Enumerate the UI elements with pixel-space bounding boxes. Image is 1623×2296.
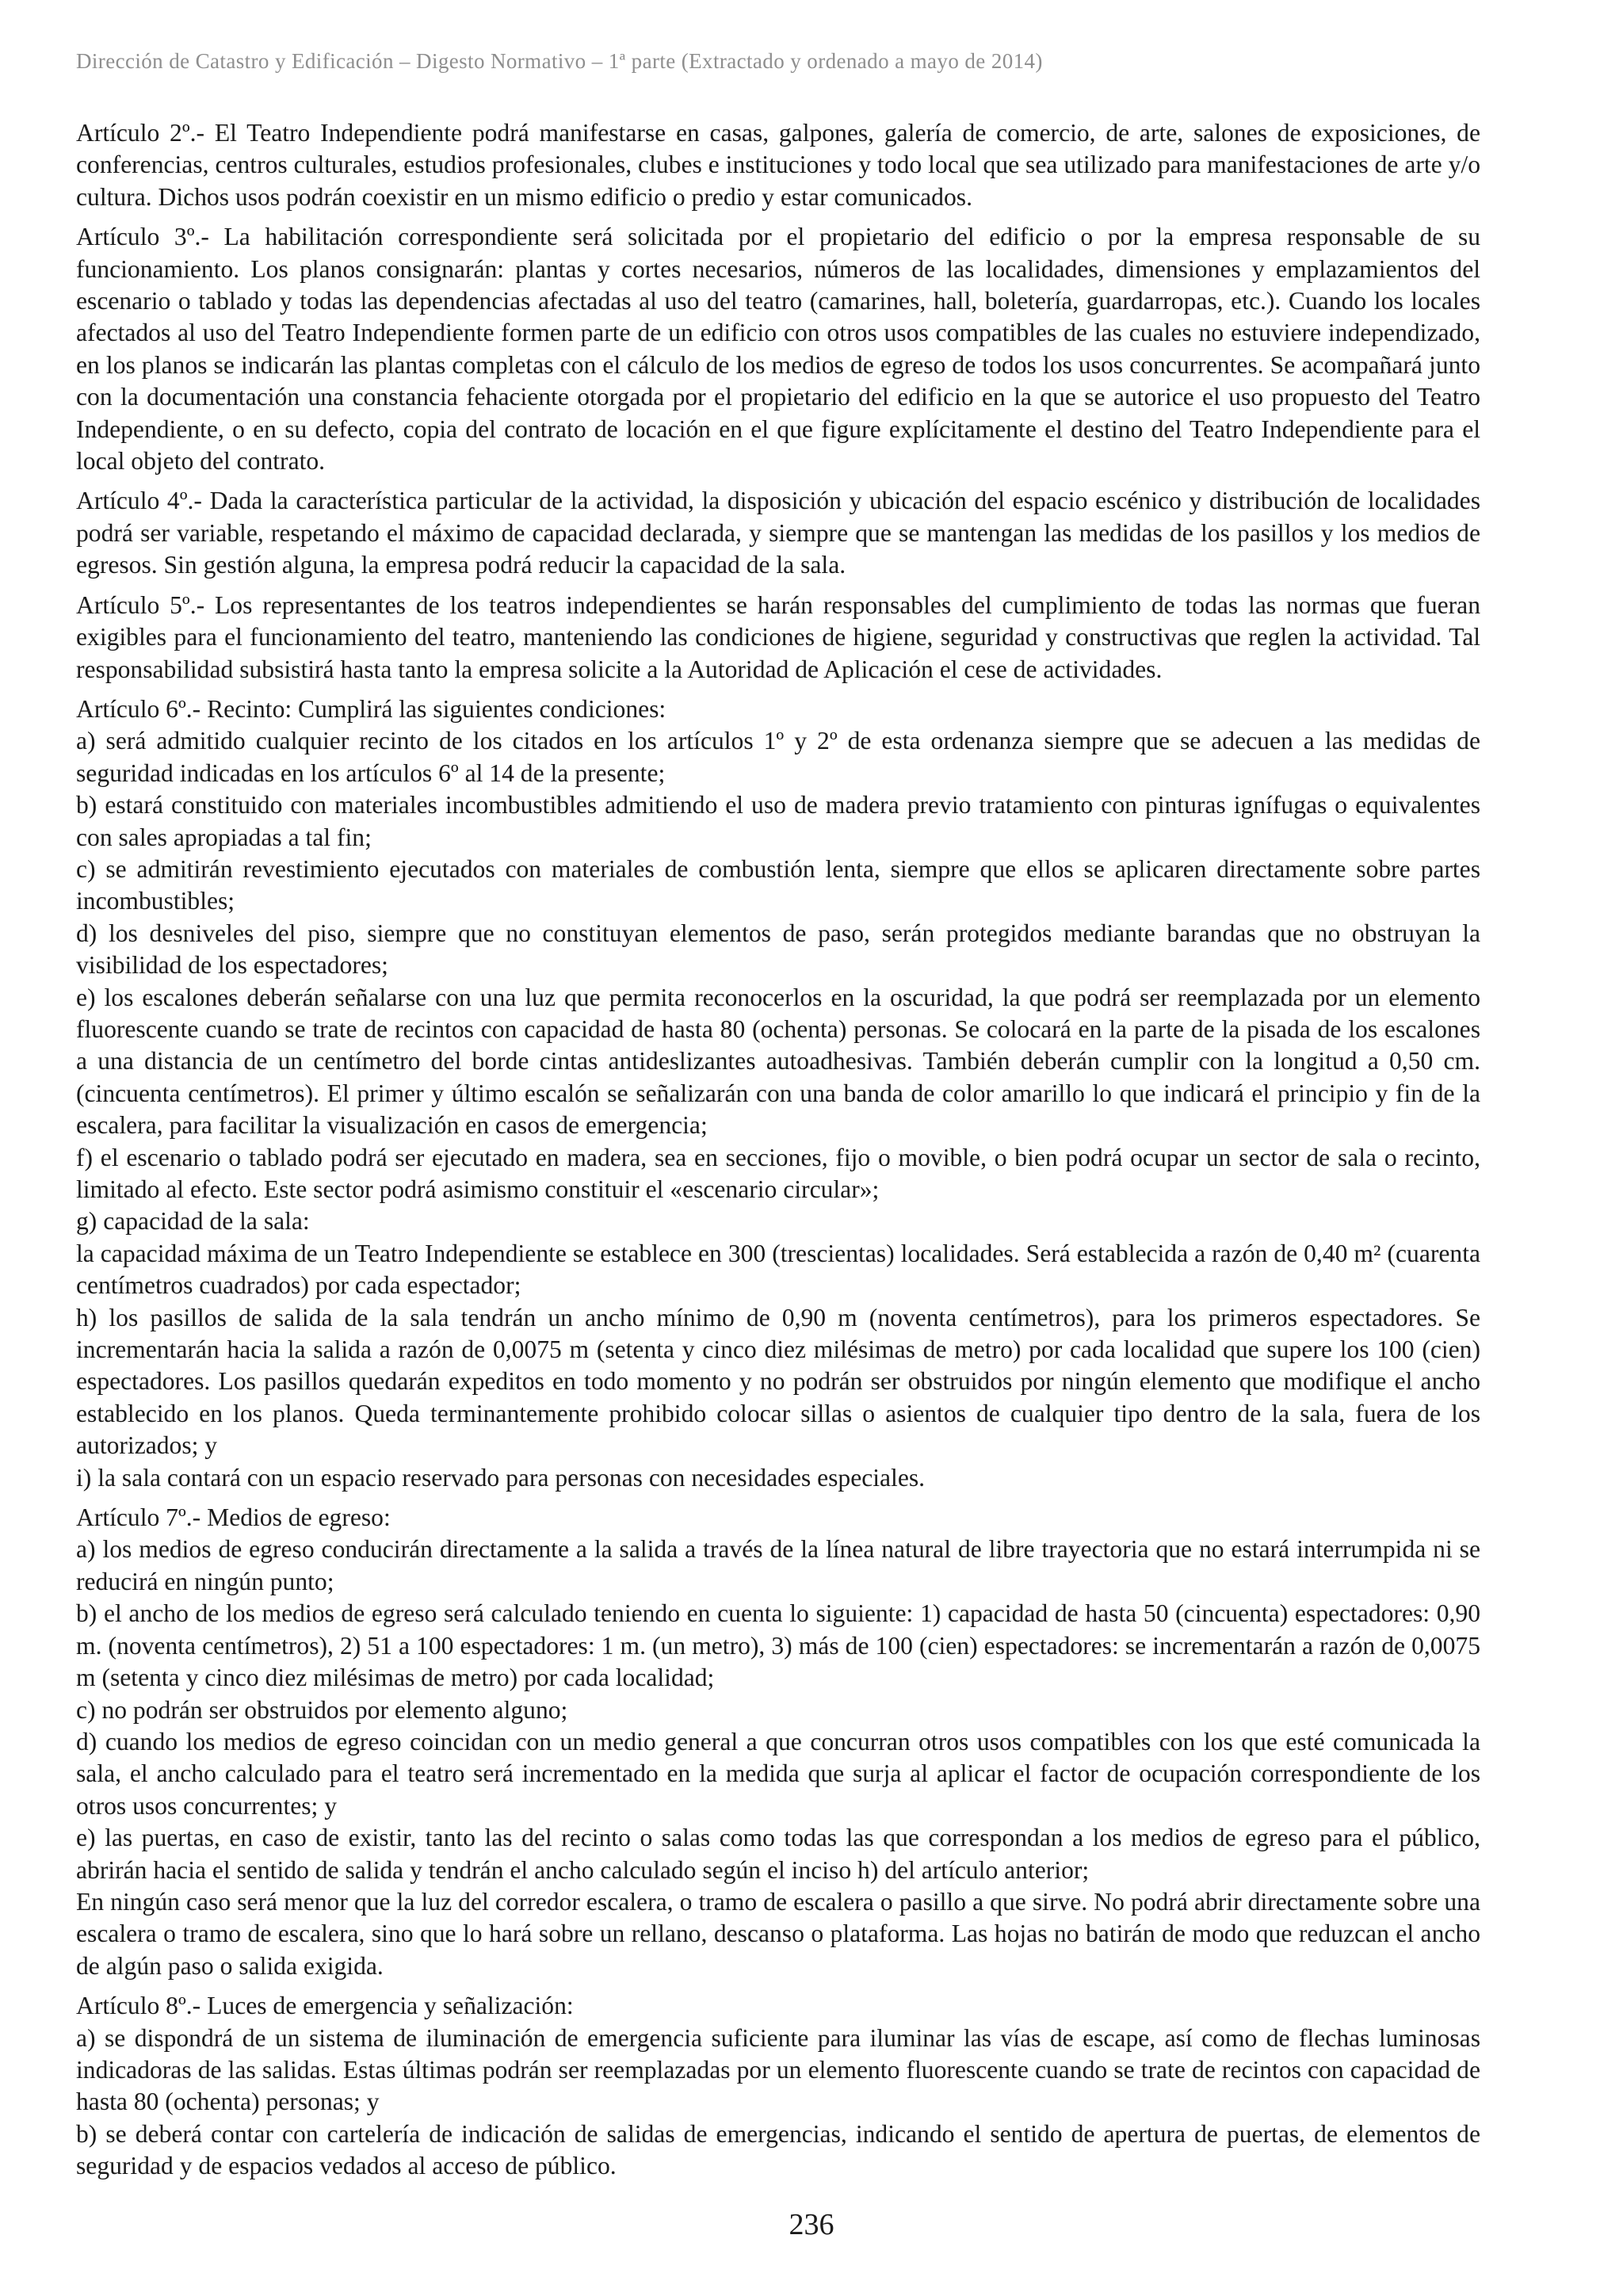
article-clause-paragraph: g) capacidad de la sala: <box>76 1207 310 1236</box>
article-clause-paragraph: d) los desniveles del piso, siempre que no constituyan elementos de paso, serán protegidos mediante barandas que no obstruyan la visibilidad de los espectadores; <box>76 919 1480 980</box>
article-clause-paragraph: b) se deberá contar con cartelería de indicación de salidas de emergencias, indicando el sentido de apertura de puertas, de elementos de seguridad y de espacios vedados al acceso de público. <box>76 2119 1480 2180</box>
article-clause-paragraph: En ningún caso será menor que la luz del corredor escalera, o tramo de escalera o pasillo a que sirve. No podrá abrir directamente sobre una escalera o tramo de escalera, sino que lo hará sobre un rellano, descanso o plataforma. Las hojas no batirán de modo que reduzcan el ancho de algún paso o salida exigida. <box>76 1887 1480 1980</box>
document-body <box>76 117 1480 2183</box>
article-heading-paragraph: Artículo 3º.- La habilitación correspondiente será solicitada por el propietario del edificio o por la empresa responsable de su funcionamiento. Los planos consignarán: plantas y cortes necesarios, números de las localidades, dimensiones y emplazamientos del escenario o tablado y todas las dependencias afectadas al uso del teatro (camarines, hall, boletería, guardarropas, etc.). Cuando los locales afectados al uso del Teatro Independiente formen parte de un edificio con otros usos compatibles de las cuales no estuviere independizado, en los planos se indicarán las plantas completas con el cálculo de los medios de egreso de todos los usos concurrentes. Se acompañará junto con la documentación una constancia fehaciente otorgada por el propietario del edificio en la que se autorice el uso propuesto del Teatro Independiente, o en su defecto, copia del contrato de locación en el que figure explícitamente el destino del Teatro Independiente para el local objeto del contrato. <box>76 223 1480 476</box>
article-heading-paragraph: Artículo 5º.- Los representantes de los teatros independientes se harán responsables del cumplimiento de todas las normas que fueran exigibles para el funcionamiento del teatro, manteniendo las condiciones de higiene, seguridad y constructivas que reglen la actividad. Tal responsabilidad subsistirá hasta tanto la empresa solicite a la Autoridad de Aplicación el cese de actividades. <box>76 590 1480 683</box>
article-clause-paragraph: a) será admitido cualquier recinto de los citados en los artículos 1º y 2º de esta ordenanza siempre que se adecuen a las medidas de seguridad indicadas en los artículos 6º al 14 de la presente; <box>76 727 1480 787</box>
article-clause-paragraph: a) se dispondrá de un sistema de iluminación de emergencia suficiente para iluminar las vías de escape, así como de flechas luminosas indicadoras de las salidas. Estas últimas podrán ser reemplazadas por un elemento fluorescente cuando se trate de recintos con capacidad de hasta 80 (ochenta) personas; y <box>76 2023 1480 2116</box>
article-7 <box>76 1502 1480 1982</box>
article-heading-paragraph: Artículo 2º.- El Teatro Independiente podrá manifestarse en casas, galpones, galería de comercio, de arte, salones de exposiciones, de conferencias, centros culturales, estudios profesionales, clubes e instituciones y todo local que sea utilizado para manifestaciones de arte y/o cultura. Dichos usos podrán coexistir en un mismo edificio o predio y estar comunicados. <box>76 119 1480 211</box>
article-clause-paragraph: c) no podrán ser obstruidos por elemento alguno; <box>76 1695 568 1724</box>
article-heading-paragraph: Artículo 7º.- Medios de egreso: <box>76 1503 391 1532</box>
article-8 <box>76 1990 1480 2182</box>
article-6 <box>76 693 1480 1494</box>
running-header: Dirección de Catastro y Edificación – Digesto Normativo – 1ª parte (Extractado y ordenado a mayo de 2014) <box>76 49 1043 73</box>
article-clause-paragraph: i) la sala contará con un espacio reservado para personas con necesidades especiales. <box>76 1463 926 1492</box>
article-clause-paragraph: e) los escalones deberán señalarse con una luz que permita reconocerlos en la oscuridad, la que podrá ser reemplazada por un elemento fluorescente cuando se trate de recintos con capacidad de hasta 80 (ochenta) personas. Se colocará en la parte de la pisada de los escalones a una distancia de un centímetro del borde cintas antideslizantes autoadhesivas. También deberán cumplir con la longitud a 0,50 cm. (cincuenta centímetros). El primer y último escalón se señalizarán con una banda de color amarillo lo que indicará el principio y fin de la escalera, para facilitar la visualización en casos de emergencia; <box>76 983 1480 1140</box>
article-2 <box>76 117 1480 213</box>
article-clause-paragraph: a) los medios de egreso conducirán directamente a la salida a través de la línea natural de libre trayectoria que no estará interrumpida ni se reducirá en ningún punto; <box>76 1535 1480 1595</box>
page-number: 236 <box>789 2208 834 2241</box>
article-clause-paragraph: h) los pasillos de salida de la sala tendrán un ancho mínimo de 0,90 m (noventa centímetros), para los primeros espectadores. Se incrementarán hacia la salida a razón de 0,0075 m (setenta y cinco diez milésimas de metro) por cada localidad que supere los 100 (cien) espectadores. Los pasillos quedarán expeditos en todo momento y no podrán ser obstruidos por ningún elemento que modifique el ancho establecido en los planos. Queda terminantemente prohibido colocar sillas o asientos de cualquier tipo dentro de la sala, fuera de los autorizados; y <box>76 1303 1480 1460</box>
article-clause-paragraph: d) cuando los medios de egreso coincidan con un medio general a que concurran otros usos compatibles con los que esté comunicada la sala, el ancho calculado para el teatro será incrementado en la medida que surja al aplicar el factor de ocupación correspondiente de los otros usos concurrentes; y <box>76 1727 1480 1820</box>
article-clause-paragraph: b) el ancho de los medios de egreso será calculado teniendo en cuenta lo siguiente: 1) capacidad de hasta 50 (cincuenta) espectadores: 0,90 m. (noventa centímetros), 2) 51 a 100 espectadores: 1 m. (un metro), 3) más de 100 (cien) espectadores: se incrementarán a razón de 0,0075 m (setenta y cinco diez milésimas de metro) por cada localidad; <box>76 1599 1480 1692</box>
article-clause-paragraph: c) se admitirán revestimiento ejecutados con materiales de combustión lenta, siempre que ellos se aplicaren directamente sobre partes incombustibles; <box>76 854 1480 915</box>
article-heading-paragraph: Artículo 6º.- Recinto: Cumplirá las siguientes condiciones: <box>76 694 666 723</box>
article-heading-paragraph: Artículo 8º.- Luces de emergencia y señalización: <box>76 1992 574 2020</box>
article-4 <box>76 485 1480 581</box>
article-clause-paragraph: la capacidad máxima de un Teatro Independiente se establece en 300 (trescientas) localidades. Será establecida a razón de 0,40 m² (cuarenta centímetros cuadrados) por cada espectador; <box>76 1239 1480 1300</box>
article-heading-paragraph: Artículo 4º.- Dada la característica particular de la actividad, la disposición y ubicación del espacio escénico y distribución de localidades podrá ser variable, respetando el máximo de capacidad declarada, y siempre que se mantengan las medidas de los pasillos y los medios de egresos. Sin gestión alguna, la empresa podrá reducir la capacidad de la sala. <box>76 487 1480 579</box>
article-clause-paragraph: f) el escenario o tablado podrá ser ejecutado en madera, sea en secciones, fijo o movible, o bien podrá ocupar un sector de sala o recinto, limitado al efecto. Este sector podrá asimismo constituir el «escenario circular»; <box>76 1143 1480 1203</box>
article-clause-paragraph: e) las puertas, en caso de existir, tanto las del recinto o salas como todas las que correspondan a los medios de egreso para el público, abrirán hacia el sentido de salida y tendrán el ancho calculado según el inciso h) del artículo anterior; <box>76 1824 1480 1884</box>
article-clause-paragraph: b) estará constituido con materiales incombustibles admitiendo el uso de madera previo tratamiento con pinturas ignífugas o equivalentes con sales apropiadas a tal fin; <box>76 791 1480 851</box>
article-3 <box>76 221 1480 477</box>
article-5 <box>76 590 1480 686</box>
